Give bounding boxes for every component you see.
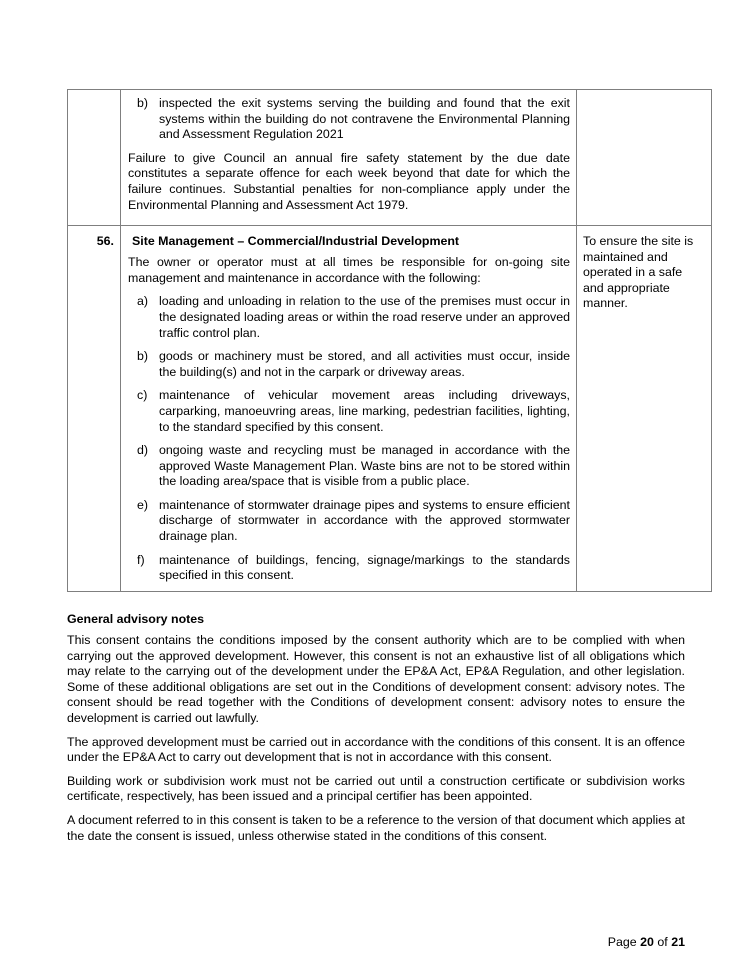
list-item-text: maintenance of vehicular movement areas including driveways, carparking, manoeuvring areas, line marking, pedestrian facilities, lighting, to the standard specified by this consent.	[159, 388, 570, 434]
page-number-footer	[608, 935, 685, 949]
list-item-letter: b)	[137, 96, 149, 110]
advisory-paragraph: This consent contains the conditions imposed by the consent authority which are to be complied with when carrying out the approved development. However, this consent is not an exhaustive list of all obligations which may relate to the carrying out of the development under the EP&A Act, EP&A Regulation, and other legislation. Some of these additional obligations are set out in the Conditions of development consent: advisory notes. The consent should be read together with the Conditions of development consent: advisory notes to ensure the development is carried out lawfully.	[67, 633, 685, 725]
list-item-letter: d)	[137, 443, 149, 458]
condition-heading: Site Management – Commercial/Industrial Development	[132, 234, 460, 249]
penalty-paragraph: Failure to give Council an annual fire safety statement by the due date constitutes a separate offence for each week beyond that date for which the failure continues. Substantial penalties for non-compliance apply under the Environmental Planning and Assessment Act 1979.	[128, 150, 570, 212]
condition-row-continued	[68, 90, 712, 226]
list-item-letter: c)	[137, 388, 148, 403]
condition-reason-cell	[577, 90, 712, 226]
list-item	[137, 498, 570, 545]
of-word: of	[657, 935, 668, 949]
condition-number: 56.	[96, 234, 114, 249]
conditions-table	[67, 89, 712, 592]
list-item	[137, 294, 570, 341]
total-page-number: 21	[671, 935, 685, 949]
advisory-paragraph: Building work or subdivision work must not be carried out until a construction certificate or subdivision works certificate, respectively, has been issued and a principal certifier has been appointed.	[67, 773, 685, 804]
list-item-letter: b)	[137, 349, 149, 364]
condition-body-cell	[121, 90, 577, 226]
list-item	[137, 388, 570, 435]
condition-number	[68, 90, 120, 98]
list-item	[137, 349, 570, 380]
list-item	[137, 553, 570, 584]
list-item	[137, 443, 570, 490]
list-item-letter: e)	[137, 497, 149, 512]
page-word: Page	[607, 935, 637, 949]
list-item-text: loading and unloading in relation to the use of the premises must occur in the designated loading areas or within the road reserve under an approved traffic control plan.	[159, 294, 570, 340]
list-item-text: maintenance of stormwater drainage pipes and systems to ensure efficient discharge of stormwater in accordance with the approved stormwater drainage plan.	[159, 497, 570, 544]
advisory-notes-section	[67, 612, 685, 852]
list-item-text: ongoing waste and recycling must be managed in accordance with the approved Waste Management Plan. Waste bins are not to be stored within the loading area/space that is visible from a public place.	[159, 443, 570, 489]
advisory-notes-title: General advisory notes	[67, 612, 205, 626]
condition-row-56	[68, 226, 712, 592]
list-item-text: maintenance of buildings, fencing, signage/markings to the standards specified in this consent.	[159, 552, 570, 583]
condition-reason-cell	[577, 226, 712, 592]
list-item-text: goods or machinery must be stored, and all activities must occur, inside the building(s) and not in the carpark or driveway areas.	[159, 349, 570, 379]
list-item	[137, 96, 570, 143]
advisory-paragraph: The approved development must be carried out in accordance with the conditions of this consent. It is an offence under the EP&A Act to carry out development that is not in accordance with this consent.	[67, 734, 685, 765]
condition-number-cell	[68, 90, 121, 226]
condition-number-cell	[68, 226, 121, 592]
list-item-text: inspected the exit systems serving the building and found that the exit systems within the building do not contravene the Environmental Planning and Assessment Regulation 2021	[159, 96, 570, 142]
list-item-letter: a)	[137, 294, 149, 309]
list-item-letter: f)	[137, 552, 145, 567]
current-page-number: 20	[640, 935, 654, 949]
condition-body-cell	[121, 226, 577, 592]
advisory-paragraph: A document referred to in this consent is taken to be a reference to the version of that document which applies at the date the consent is issued, unless otherwise stated in the conditions of this consent.	[67, 812, 685, 843]
condition-intro: The owner or operator must at all times be responsible for on-going site management and maintenance in accordance with the following:	[128, 255, 570, 285]
condition-reason: To ensure the site is maintained and operated in a safe and appropriate manner.	[583, 234, 694, 311]
